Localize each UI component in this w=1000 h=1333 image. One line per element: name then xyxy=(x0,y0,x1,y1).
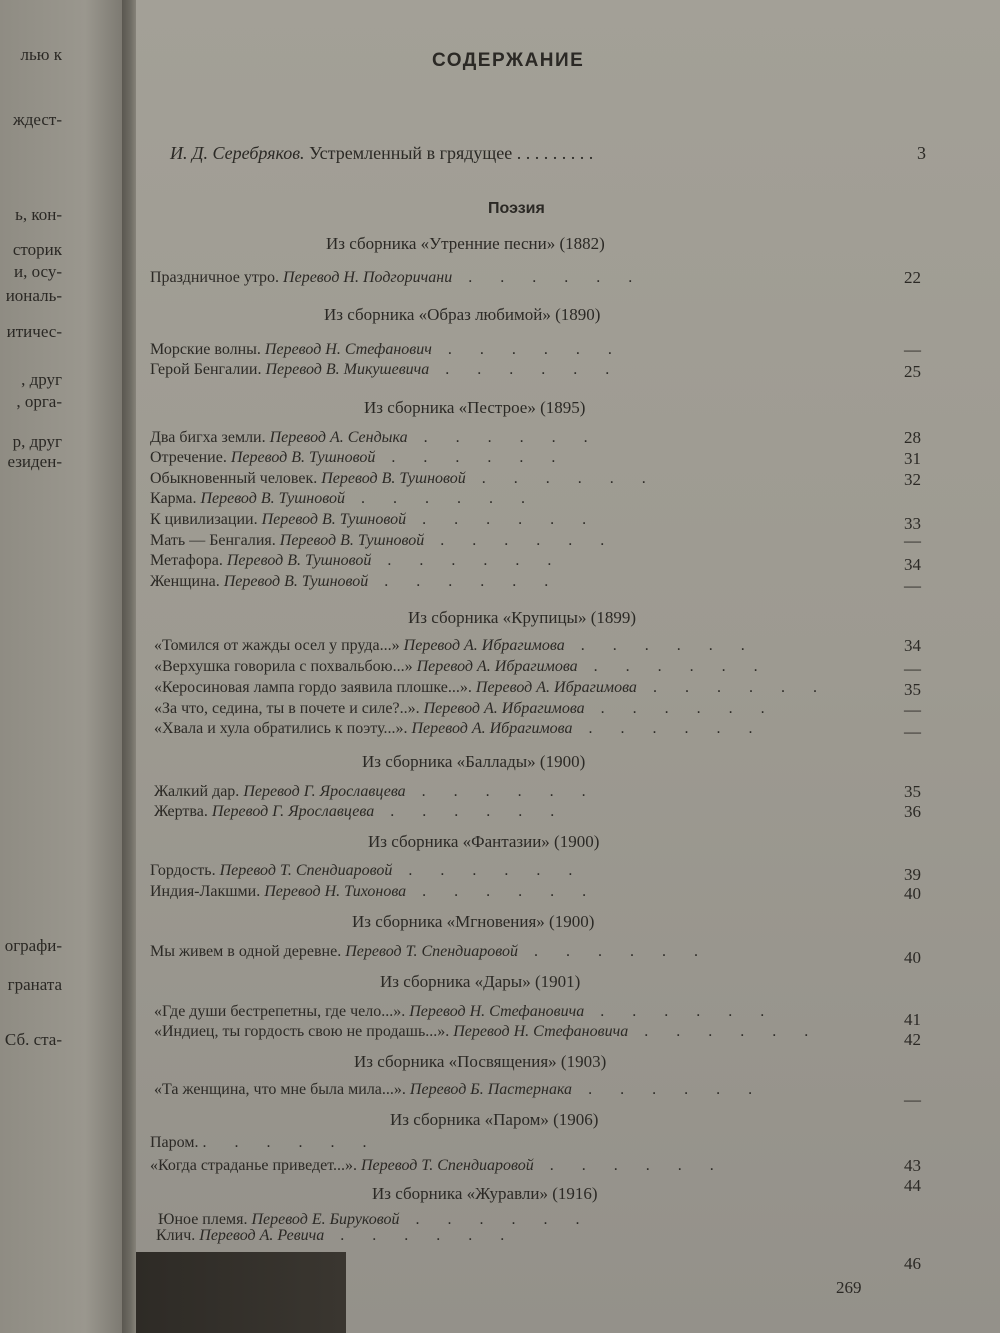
entry-translator: Перевод В. Тушновой xyxy=(226,552,372,569)
leader-dots: . . . . . . xyxy=(636,679,829,696)
left-page-fragment: и, осу- xyxy=(13,262,62,281)
leader-dots: . . . . . . xyxy=(406,883,599,900)
collection-heading: Из сборника «Посвящения» (1903) xyxy=(354,1052,607,1071)
toc-entry xyxy=(154,1080,764,1100)
entry-translator: Перевод В. Тушновой xyxy=(223,573,369,590)
left-page-fragment: , орга- xyxy=(16,392,62,411)
entry-translator: Перевод Т. Спендиаровой xyxy=(360,1157,534,1174)
toc-entry xyxy=(156,1226,516,1246)
entry-translator: Перевод В. Тушновой xyxy=(230,449,376,466)
entry-title: «Керосиновая лампа гордо заявила плошке...». xyxy=(154,679,472,696)
entry-page: 44 xyxy=(904,1176,921,1195)
entry-page: 34 xyxy=(904,636,921,655)
toc-entry xyxy=(154,782,598,802)
entry-page: 36 xyxy=(904,802,921,821)
toc-entry xyxy=(154,719,765,739)
leader-dots: . . . . . . xyxy=(572,1081,765,1098)
entry-translator: Перевод А. Ибрагимова xyxy=(416,658,578,675)
toc-entry xyxy=(154,699,777,719)
leader-dots: . . . . . . xyxy=(572,720,765,737)
entry-page: 42 xyxy=(904,1030,921,1049)
entry-translator: Перевод В. Микушевича xyxy=(265,361,430,378)
left-page-fragment: езиден- xyxy=(7,452,62,471)
entry-title: Метафора. xyxy=(150,552,223,569)
entry-title: Отречение. xyxy=(150,449,227,466)
entry-title: «Томился от жажды осел у пруда...» xyxy=(154,637,400,654)
entry-title: Мать — Бенгалия. xyxy=(150,532,276,549)
entry-translator: Перевод Г. Ярославцева xyxy=(211,803,375,820)
entry-translator: Перевод А. Сендыка xyxy=(269,429,408,446)
left-page-fragment: иональ- xyxy=(5,286,62,305)
leader-dots: . . . . . . xyxy=(431,341,624,358)
entry-page: 31 xyxy=(904,449,921,468)
left-page-fragment: лью к xyxy=(20,45,62,64)
left-page xyxy=(0,0,122,1333)
leader-dots: . . . . . . xyxy=(375,449,568,466)
entry-translator: Перевод Н. Стефановича xyxy=(453,1023,629,1040)
entry-translator: Перевод Т. Спендиаровой xyxy=(219,862,393,879)
intro-page: 3 xyxy=(917,143,926,163)
leader-dots: . . . . . . xyxy=(628,1023,821,1040)
toc-entry xyxy=(154,657,770,677)
entry-title: «Верхушка говорила с похвальбою...» xyxy=(154,658,413,675)
entry-title: Два бигха земли. xyxy=(150,429,266,446)
toc-entry xyxy=(150,489,537,509)
entry-page: 25 xyxy=(904,362,921,381)
entry-page: 33 xyxy=(904,514,921,533)
entry-page: 34 xyxy=(904,555,921,574)
entry-page: 40 xyxy=(904,948,921,967)
toc-entry xyxy=(150,551,563,571)
leader-dots: . . . . . . xyxy=(399,1211,592,1228)
entry-translator: Перевод А. Ибрагимова xyxy=(403,637,565,654)
intro-author: И. Д. Серебряков. xyxy=(170,143,305,163)
left-page-fragment: итичес- xyxy=(6,322,62,341)
entry-title: Морские волны. xyxy=(150,341,261,358)
entry-translator: Перевод Б. Пастернака xyxy=(409,1081,573,1098)
leader-dots: . . . . . . xyxy=(324,1227,517,1244)
leader-dots: . . . . . . xyxy=(429,361,622,378)
entry-title: «Та женщина, что мне была мила...». xyxy=(154,1081,406,1098)
intro-entry xyxy=(170,143,593,164)
collection-heading: Из сборника «Дары» (1901) xyxy=(380,972,581,991)
toc-entry xyxy=(150,1133,378,1153)
left-page-fragment: , друг xyxy=(21,370,62,389)
intro-title: Устремленный в грядущее xyxy=(309,143,513,163)
leader-dots: . . . . . . xyxy=(344,490,537,507)
entry-page: 40 xyxy=(904,884,921,903)
toc-entry xyxy=(150,340,624,360)
entry-translator: Перевод В. Тушновой xyxy=(200,490,345,507)
toc-entry xyxy=(154,1002,776,1022)
entry-page: 39 xyxy=(904,865,921,884)
entry-title: Жертва. xyxy=(154,803,208,820)
entry-page: 22 xyxy=(904,268,921,287)
left-page-fragment: ографи- xyxy=(4,936,62,955)
section-heading: Поэзия xyxy=(488,200,545,217)
leader-dots: . . . . . . xyxy=(564,637,757,654)
toc-entry xyxy=(150,882,598,902)
leader-dots: . . . . . . xyxy=(465,470,658,487)
entry-page: — xyxy=(904,722,921,741)
entry-title: «Где души бестрепетны, где чело...». xyxy=(154,1003,406,1020)
entry-translator: Перевод Н. Стефановича xyxy=(409,1003,585,1020)
entry-title: Обыкновенный человек. xyxy=(150,470,318,487)
toc-entry xyxy=(150,510,598,530)
entry-title: Мы живем в одной деревне. xyxy=(150,943,342,960)
toc-entry xyxy=(154,678,829,698)
entry-translator: Перевод Н. Подгоричани xyxy=(283,269,453,286)
leader-dots: . . . . . . xyxy=(584,1003,777,1020)
toc-entry xyxy=(150,1156,726,1176)
leader-dots: . . . . . . xyxy=(405,783,598,800)
toc-entry xyxy=(150,448,567,468)
leader-dots: . . . . . . xyxy=(202,1134,379,1151)
toc-entry xyxy=(154,636,757,656)
entry-translator: Перевод А. Ибрагимова xyxy=(475,679,637,696)
collection-heading: Из сборника «Баллады» (1900) xyxy=(362,752,586,771)
entry-title: Гордость. xyxy=(150,862,216,879)
entry-translator: Перевод А. Ревича xyxy=(199,1227,325,1244)
collection-heading: Из сборника «Образ любимой» (1890) xyxy=(324,305,601,324)
entry-page: — xyxy=(904,340,921,359)
leader-dots: . . . . . . xyxy=(371,552,564,569)
leader-dots: . . . . . . xyxy=(577,658,770,675)
toc-entry xyxy=(150,572,560,592)
entry-page: 43 xyxy=(904,1156,921,1175)
toc-entry xyxy=(150,360,621,380)
collection-heading: Из сборника «Крупицы» (1899) xyxy=(408,608,637,627)
toc-entry xyxy=(150,531,616,551)
entry-translator: Перевод Н. Стефанович xyxy=(264,341,432,358)
entry-page: — xyxy=(904,700,921,719)
book-gutter xyxy=(122,0,136,1333)
entry-title: Паром. xyxy=(150,1134,199,1151)
leader-dots: . . . . . . xyxy=(406,511,599,528)
entry-translator: Перевод В. Тушновой xyxy=(261,511,407,528)
toc-entry xyxy=(150,268,644,288)
leader-dots: . . . . . . xyxy=(533,1157,726,1174)
entry-page: — xyxy=(904,1090,921,1109)
entry-page: — xyxy=(904,659,921,678)
entry-translator: Перевод Е. Бируковой xyxy=(251,1211,400,1228)
collection-heading: Из сборника «Утренние песни» (1882) xyxy=(326,234,605,253)
toc-entry xyxy=(150,942,710,962)
entry-title: «За что, седина, ты в почете и силе?..». xyxy=(154,700,420,717)
leader-dots: . . . . . . . . . xyxy=(516,143,594,163)
entry-translator: Перевод Т. Спендиаровой xyxy=(345,943,519,960)
entry-title: Юное племя. xyxy=(158,1211,248,1228)
entry-translator: Перевод Г. Ярославцева xyxy=(243,783,406,800)
toc-entry xyxy=(150,428,600,448)
collection-heading: Из сборника «Паром» (1906) xyxy=(390,1110,599,1129)
entry-page: 46 xyxy=(904,1254,921,1273)
entry-page: 35 xyxy=(904,782,921,801)
left-page-fragment: р, друг xyxy=(12,432,62,451)
entry-page: 35 xyxy=(904,680,921,699)
leader-dots: . . . . . . xyxy=(368,573,561,590)
collection-heading: Из сборника «Пестрое» (1895) xyxy=(364,398,586,417)
entry-translator: Перевод Н. Тихонова xyxy=(264,883,407,900)
entry-title: «Хвала и хула обратились к поэту...». xyxy=(154,720,408,737)
leader-dots: . . . . . . xyxy=(518,943,711,960)
leader-dots: . . . . . . xyxy=(452,269,645,286)
entry-translator: Перевод В. Тушновой xyxy=(279,532,425,549)
page-title: СОДЕРЖАНИЕ xyxy=(432,50,585,71)
entry-page: 28 xyxy=(904,428,921,447)
toc-entry xyxy=(154,1022,820,1042)
leader-dots: . . . . . . xyxy=(407,429,600,446)
entry-title: «Индиец, ты гордость свою не продашь...». xyxy=(154,1023,450,1040)
entry-title: Индия-Лакшми. xyxy=(150,883,261,900)
leader-dots: . . . . . . xyxy=(374,803,567,820)
toc-entry xyxy=(154,802,566,822)
entry-title: Клич. xyxy=(156,1227,196,1244)
entry-page: — xyxy=(904,576,921,595)
entry-title: Герой Бенгалии. xyxy=(150,361,262,378)
toc-entry xyxy=(150,861,584,881)
left-page-fragment: Сб. ста- xyxy=(4,1030,62,1049)
entry-page: 41 xyxy=(904,1010,921,1029)
entry-page: 32 xyxy=(904,470,921,489)
entry-translator: Перевод А. Ибрагимова xyxy=(423,700,585,717)
entry-title: Жалкий дар. xyxy=(154,783,240,800)
leader-dots: . . . . . . xyxy=(584,700,777,717)
entry-page: — xyxy=(904,531,921,550)
entry-title: Праздничное утро. xyxy=(150,269,280,286)
leader-dots: . . . . . . xyxy=(392,862,585,879)
entry-title: Карма. xyxy=(150,490,197,507)
page-folio: 269 xyxy=(836,1278,862,1297)
entry-title: К цивилизации. xyxy=(150,511,258,528)
left-page-fragment: граната xyxy=(7,975,62,994)
collection-heading: Из сборника «Мгновения» (1900) xyxy=(352,912,595,931)
left-page-fragment: сторик xyxy=(12,240,62,259)
entry-title: «Когда страданье приведет...». xyxy=(150,1157,357,1174)
entry-title: Женщина. xyxy=(150,573,220,590)
toc-entry xyxy=(150,469,658,489)
entry-translator: Перевод А. Ибрагимова xyxy=(411,720,573,737)
shadow-object xyxy=(136,1252,346,1333)
collection-heading: Из сборника «Журавли» (1916) xyxy=(372,1184,598,1203)
left-page-fragment: ь, кон- xyxy=(15,205,62,224)
collection-heading: Из сборника «Фантазии» (1900) xyxy=(368,832,600,851)
toc-page xyxy=(136,0,1000,1333)
leader-dots: . . . . . . xyxy=(424,532,617,549)
entry-translator: Перевод В. Тушновой xyxy=(321,470,466,487)
left-page-fragment: ждест- xyxy=(13,110,62,129)
